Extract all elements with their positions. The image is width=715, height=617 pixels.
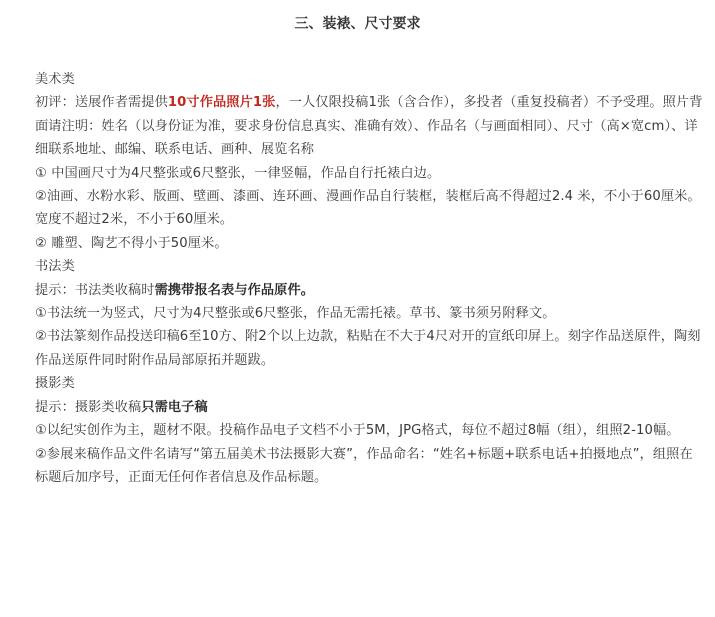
calligraphy-tip-bold: 需携带报名表与作品原件。 <box>154 282 315 298</box>
art-intro-prefix: 初评：送展作者需提供 <box>35 95 168 111</box>
photography-heading: 摄影类 <box>35 376 75 392</box>
art-intro-suffix: ，一人仅限投稿1张（含合作），多投者（重复投稿者）不予受理。照片背面请注明：姓名（以身份证为准，要求身份信息真实、准确有效）、作品名（与画面相同）、尺寸（高×宽cm）、详细联系地址、邮编、联系电话、画种、展览名称 <box>35 95 703 158</box>
photography-item-1: ①以纪实创作为主，题材不限。投稿作品电子文档不小于5M，JPG格式，每位不超过8幅（组），组照2-10幅。 <box>35 423 680 439</box>
calligraphy-heading: 书法类 <box>35 259 75 275</box>
art-intro-highlight: 10寸作品照片1张 <box>167 95 276 111</box>
photography-tip <box>35 396 703 419</box>
art-heading: 美术类 <box>35 72 75 87</box>
calligraphy-item-1: ①书法统一为竖式，尺寸为4尺整张或6尺整张，作品无需托裱。草书、篆书须另附释文。 <box>35 306 556 322</box>
document-body <box>35 68 703 489</box>
calligraphy-item-2: ②书法篆刻作品投送印稿6至10方、附2个以上边款，粘贴在不大于4尺对开的宣纸印屏上。刻字作品送原件，陶刻作品送原件同时附作品局部原拓并题跋。 <box>35 329 701 368</box>
calligraphy-tip <box>35 279 703 302</box>
section-title: 三、装裱、尺寸要求 <box>294 16 421 32</box>
photography-item-2: ②参展来稿作品文件名请写“第五届美术书法摄影大赛”，作品命名：“姓名+标题+联系电话+拍摄地点”，组照在标题后加序号，正面无任何作者信息及作品标题。 <box>35 446 693 485</box>
art-intro <box>35 91 703 161</box>
art-item-3: ② 雕塑、陶艺不得小于50厘米。 <box>35 235 228 251</box>
art-item-2: ②油画、水粉水彩、版画、壁画、漆画、连环画、漫画作品自行装框，装框后高不得超过2.4 米，不小于60厘米。宽度不超过2米，不小于60厘米。 <box>35 189 701 228</box>
photography-tip-bold: 只需电子稿 <box>141 399 208 415</box>
art-item-1: ① 中国画尺寸为4尺整张或6尺整张，一律竖幅，作品自行托裱白边。 <box>35 165 441 181</box>
calligraphy-tip-prefix: 提示：书法类收稿时 <box>35 282 155 298</box>
photography-tip-prefix: 提示：摄影类收稿 <box>35 399 142 415</box>
